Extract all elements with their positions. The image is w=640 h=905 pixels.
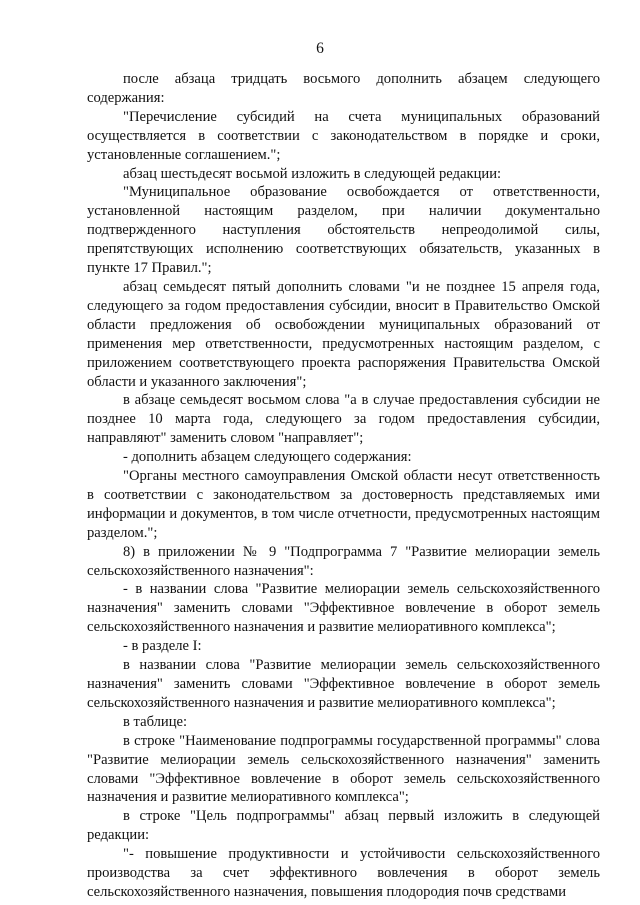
paragraph: в строке "Цель подпрограммы" абзац первый изложить в следующей редакции: <box>87 808 600 844</box>
paragraph: в таблице: <box>123 713 188 730</box>
paragraph: 8) в приложении № 9 "Подпрограмма 7 "Развитие мелиорации земель сельскохозяйственного назначения": <box>87 543 600 579</box>
paragraph: абзац семьдесят пятый дополнить словами "и не позднее 15 апреля года, следующего за годом предоставления субсидии, вносит в Правительство Омской области предложения об освобождении муниципальных образований от применения мер ответственности, предусмотренных настоящим разделом, с приложением соответствующего проекта распоряжения Правительства Омской области и указанного заключения"; <box>87 278 600 390</box>
paragraph: в абзаце семьдесят восьмом слова "а в случае предоставления субсидии не позднее 10 марта года, следующего за годом предоставления субсидии, направляют" заменить словом "направляет"; <box>87 392 600 447</box>
paragraph: - в разделе I: <box>123 638 202 655</box>
document-body <box>87 70 600 902</box>
paragraph: - в названии слова "Развитие мелиорации земель сельскохозяйственного назначения" заменить словами "Эффективное вовлечение в оборот земель сельскохозяйственного назначения и развитие мелиоративного комплекса"; <box>87 581 600 636</box>
paragraph: - дополнить абзацем следующего содержания: <box>123 449 412 466</box>
paragraph: "Органы местного самоуправления Омской области несут ответственность в соответствии с законодательством за достоверность представляемых ими информации и документов, в том числе отчетности, предусмотренных настоящим разделом."; <box>87 468 600 541</box>
paragraph: абзац шестьдесят восьмой изложить в следующей редакции: <box>123 165 502 182</box>
paragraph: "Муниципальное образование освобождается от ответственности, установленной настоящим разделом, при наличии документально подтвержденного наступления обстоятельств непреодолимой силы, препятствующих исполнению соответствующих обязательств, указанных в пункте 17 Правил."; <box>87 184 600 277</box>
paragraph: "Перечисление субсидий на счета муниципальных образований осуществляется в соответствии с законодательством в порядке и сроки, установленные соглашением."; <box>87 108 600 163</box>
paragraph: "- повышение продуктивности и устойчивости сельскохозяйственного производства за счет эффективного вовлечения в оборот земель сельскохозяйственного назначения, повышения плодородия почв средствами <box>87 846 600 900</box>
paragraph: в названии слова "Развитие мелиорации земель сельскохозяйственного назначения" заменить словами "Эффективное вовлечение в оборот земель сельскохозяйственного назначения и развитие мелиоративного комплекса"; <box>87 657 600 711</box>
page-number: 6 <box>316 40 324 57</box>
paragraph: после абзаца тридцать восьмого дополнить абзацем следующего содержания: <box>87 71 600 106</box>
paragraph: в строке "Наименование подпрограммы государственной программы" слова "Развитие мелиорации земель сельскохозяйственного назначения" заменить словами "Эффективное вовлечение в оборот земель сельскохозяйственного назначения и развитие мелиоративного комплекса"; <box>87 732 600 806</box>
